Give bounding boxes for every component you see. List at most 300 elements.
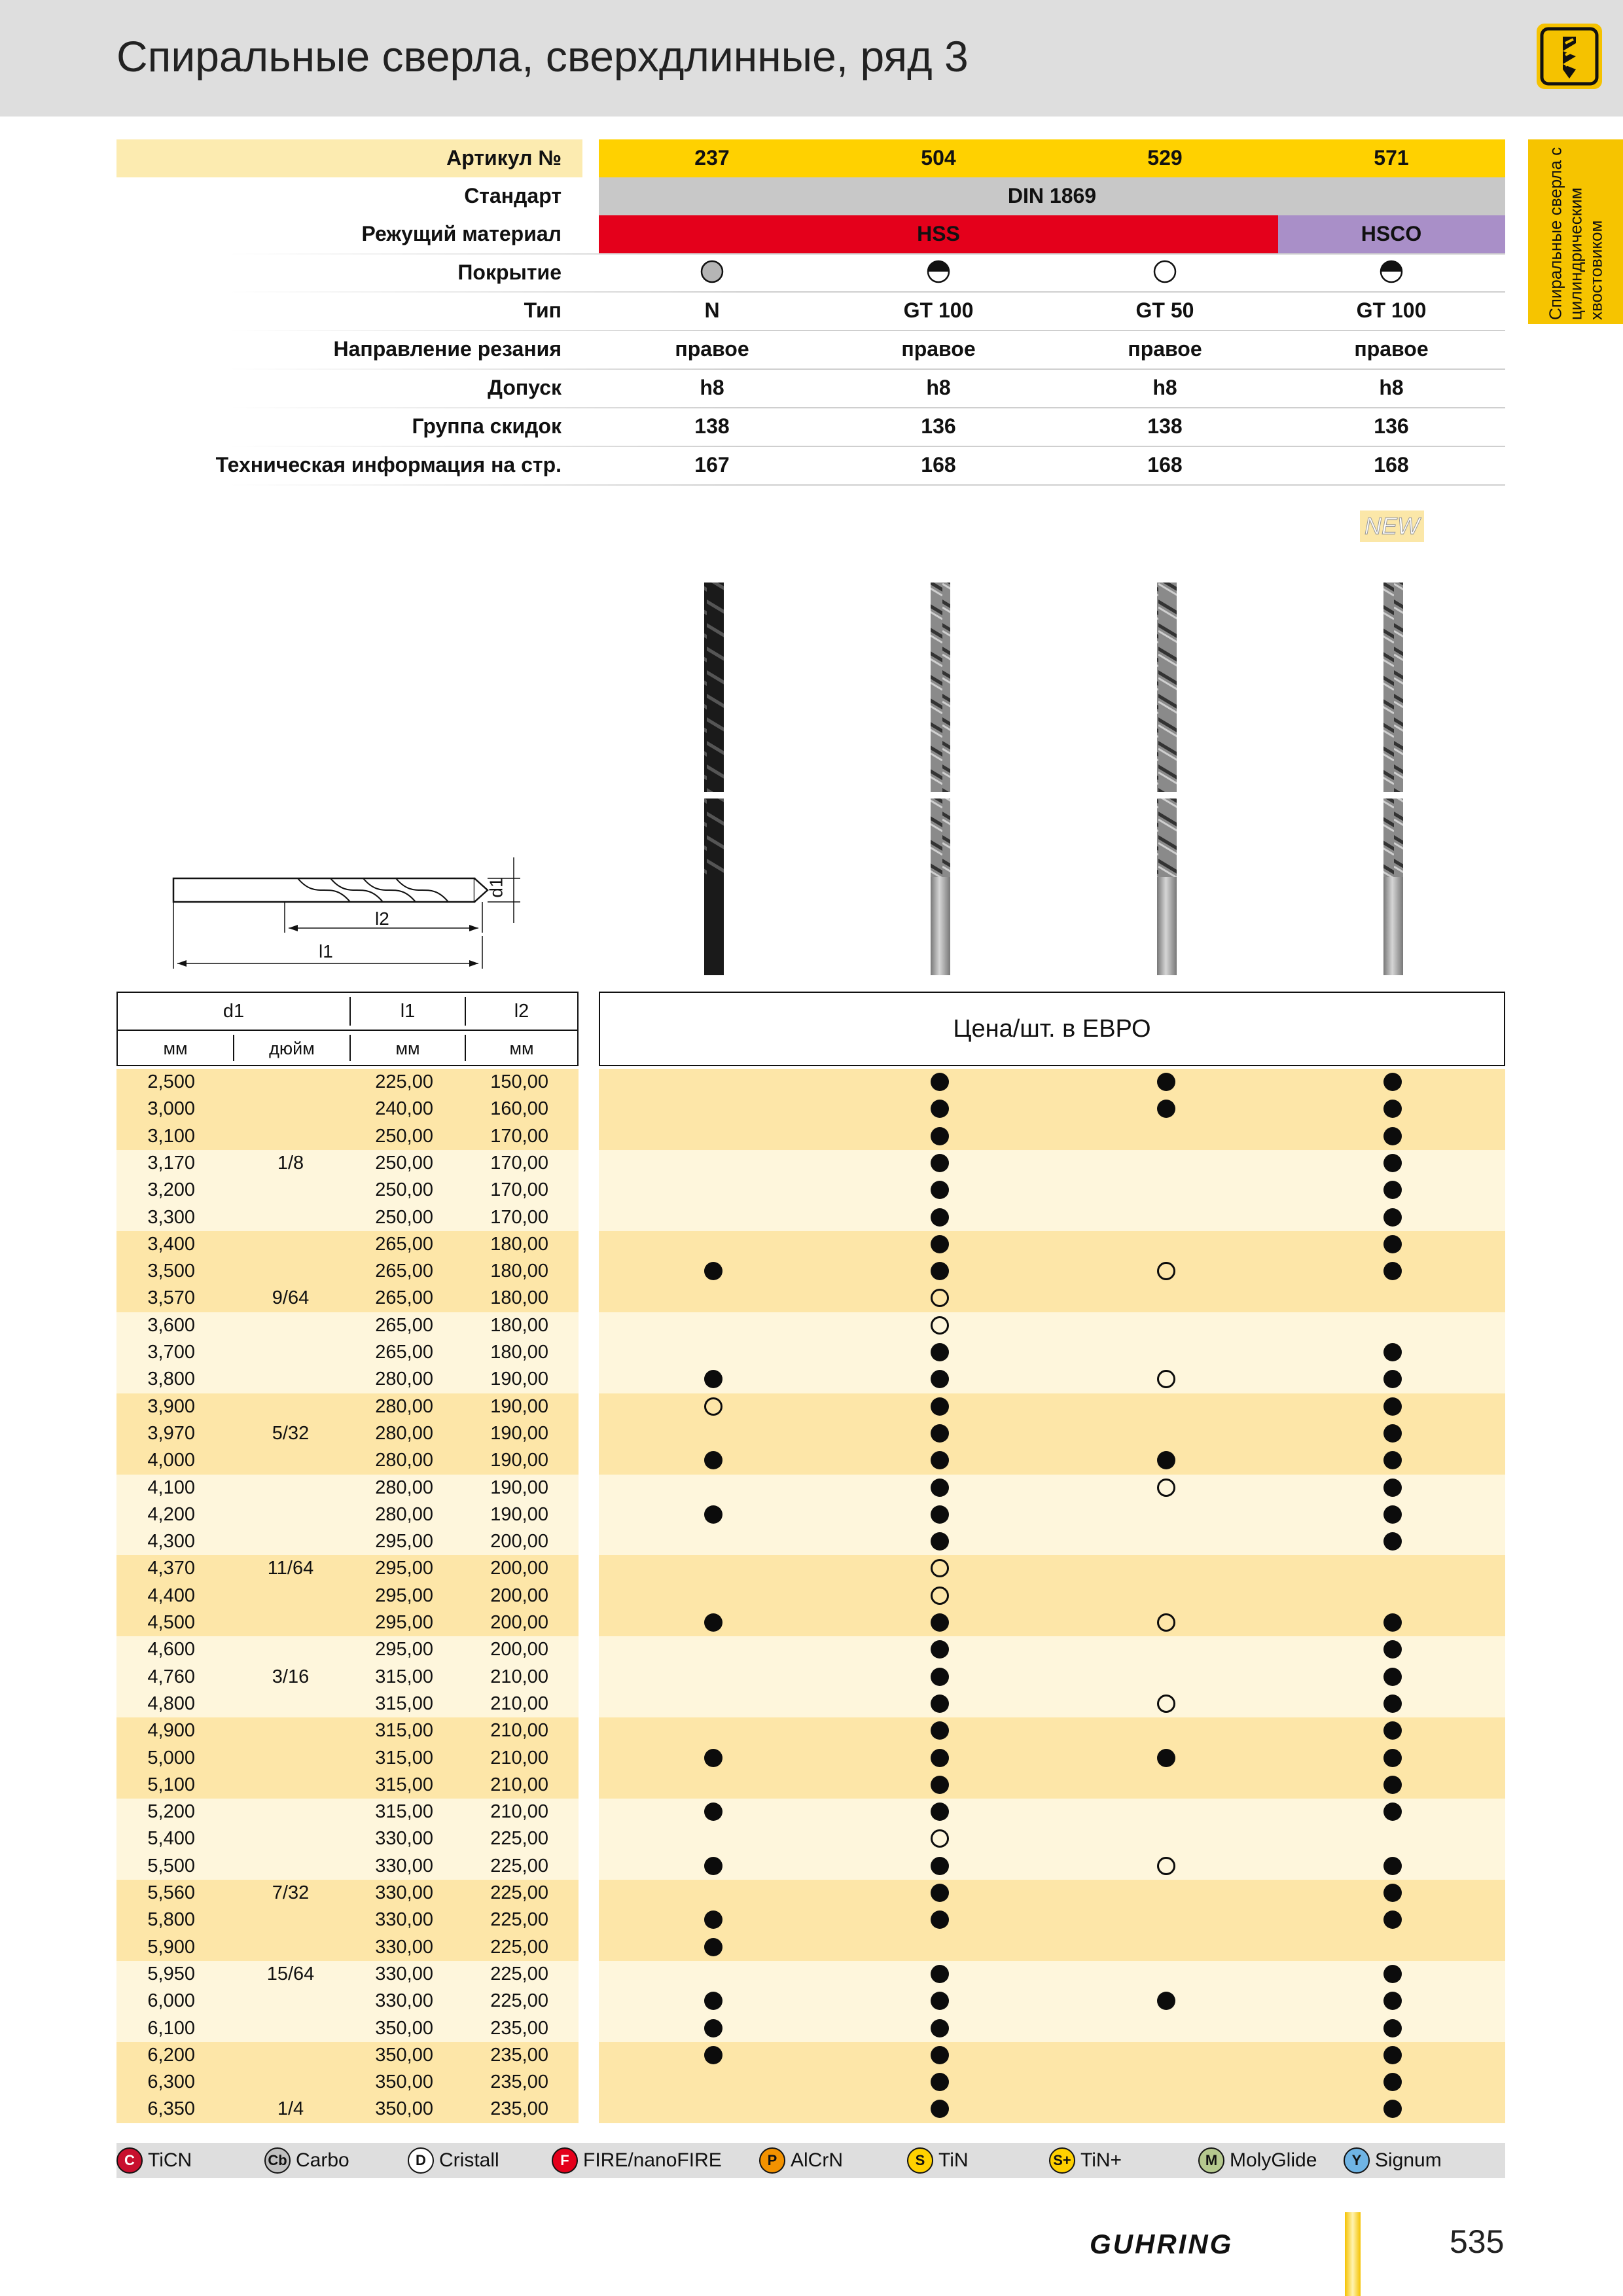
available-dot-icon bbox=[931, 1884, 949, 1902]
tolerance-value: h8 bbox=[1379, 376, 1404, 399]
legend-label: Signum bbox=[1375, 2149, 1442, 2171]
l1-cell: 250,00 bbox=[375, 1152, 433, 1174]
coating-grey-icon bbox=[700, 259, 724, 284]
coating-badge-icon: P bbox=[759, 2147, 785, 2174]
d1-cell: 6,200 bbox=[147, 2044, 195, 2066]
on-request-dot-icon bbox=[1157, 1262, 1175, 1280]
spec-row-line bbox=[229, 330, 1505, 331]
spec-row-line bbox=[229, 407, 1505, 408]
d1-cell: 3,100 bbox=[147, 1125, 195, 1147]
techinfo-link[interactable]: 168 bbox=[1374, 453, 1409, 476]
direction-value: правое bbox=[675, 337, 749, 361]
table-row bbox=[116, 1475, 1505, 1502]
l2-cell: 200,00 bbox=[490, 1639, 548, 1660]
available-dot-icon bbox=[931, 2019, 949, 2037]
d1-cell: 4,100 bbox=[147, 1477, 195, 1498]
available-dot-icon bbox=[704, 1749, 722, 1767]
available-dot-icon bbox=[704, 1613, 722, 1632]
table-row bbox=[116, 1853, 1505, 1880]
l1-cell: 350,00 bbox=[375, 2072, 433, 2093]
on-request-dot-icon bbox=[1157, 1695, 1175, 1713]
techinfo-link[interactable]: 168 bbox=[921, 453, 956, 476]
l2-cell: 210,00 bbox=[490, 1747, 548, 1768]
available-dot-icon bbox=[931, 1776, 949, 1794]
available-dot-icon bbox=[931, 1721, 949, 1740]
l2-cell: 180,00 bbox=[490, 1261, 548, 1282]
l1-cell: 350,00 bbox=[375, 2017, 433, 2039]
coating-legend bbox=[116, 2143, 1505, 2178]
available-dot-icon bbox=[1383, 1992, 1402, 2010]
page-number: 535 bbox=[1450, 2223, 1505, 2260]
available-dot-icon bbox=[1383, 1613, 1402, 1632]
available-dot-icon bbox=[704, 1857, 722, 1875]
d1-cell: 5,900 bbox=[147, 1936, 195, 1958]
l2-cell: 170,00 bbox=[490, 1125, 548, 1147]
l1-cell: 315,00 bbox=[375, 1720, 433, 1742]
tolerance-value: h8 bbox=[700, 376, 724, 399]
l2-cell: 210,00 bbox=[490, 1666, 548, 1687]
table-row bbox=[116, 1258, 1505, 1285]
l1-cell: 350,00 bbox=[375, 2098, 433, 2120]
available-dot-icon bbox=[1383, 1154, 1402, 1172]
d1-cell: 2,500 bbox=[147, 1071, 195, 1092]
mm-header: мм bbox=[509, 1039, 534, 1058]
available-dot-icon bbox=[704, 2046, 722, 2064]
available-dot-icon bbox=[1383, 1505, 1402, 1524]
available-dot-icon bbox=[931, 1127, 949, 1145]
table-row bbox=[116, 1177, 1505, 1204]
discount-value: 136 bbox=[921, 414, 956, 438]
available-dot-icon bbox=[1383, 1073, 1402, 1091]
l1-cell: 250,00 bbox=[375, 1125, 433, 1147]
l1-cell: 265,00 bbox=[375, 1314, 433, 1336]
legend-label: TiN bbox=[938, 2149, 969, 2171]
l1-cell: 265,00 bbox=[375, 1342, 433, 1363]
available-dot-icon bbox=[931, 1235, 949, 1253]
l2-cell: 190,00 bbox=[490, 1477, 548, 1498]
drill-images bbox=[589, 576, 1505, 982]
l1-cell: 330,00 bbox=[375, 1882, 433, 1903]
legend-label: TiCN bbox=[148, 2149, 192, 2171]
l1-cell: 315,00 bbox=[375, 1801, 433, 1823]
discount-label: Группа скидок bbox=[412, 414, 562, 438]
d1-cell: 5,400 bbox=[147, 1828, 195, 1850]
table-row bbox=[116, 2096, 1505, 2123]
price-header bbox=[599, 992, 1505, 1066]
l1-cell: 315,00 bbox=[375, 1774, 433, 1795]
table-row bbox=[116, 1528, 1505, 1556]
table-row bbox=[116, 1447, 1505, 1475]
direction-value: правое bbox=[1128, 337, 1202, 361]
table-row bbox=[116, 1799, 1505, 1826]
table-row bbox=[116, 1231, 1505, 1259]
table-row bbox=[116, 1366, 1505, 1393]
available-dot-icon bbox=[1383, 1127, 1402, 1145]
l1-cell: 280,00 bbox=[375, 1369, 433, 1390]
l1-cell: 280,00 bbox=[375, 1477, 433, 1498]
d1-cell: 4,300 bbox=[147, 1531, 195, 1552]
tolerance-value: h8 bbox=[1152, 376, 1177, 399]
coating-badge-icon: F bbox=[552, 2147, 578, 2174]
d1-cell: 5,000 bbox=[147, 1747, 195, 1768]
l2-cell: 225,00 bbox=[490, 1990, 548, 2012]
spec-separator bbox=[582, 139, 599, 253]
l2-cell: 160,00 bbox=[490, 1098, 548, 1120]
l2-cell: 235,00 bbox=[490, 2017, 548, 2039]
l1-cell: 265,00 bbox=[375, 1233, 433, 1255]
l2-cell: 225,00 bbox=[490, 1828, 548, 1850]
d1-cell: 3,400 bbox=[147, 1233, 195, 1255]
l2-cell: 225,00 bbox=[490, 1936, 548, 1958]
available-dot-icon bbox=[1383, 1884, 1402, 1902]
legend-item bbox=[1198, 2143, 1317, 2178]
l2-cell: 180,00 bbox=[490, 1342, 548, 1363]
l2-cell: 225,00 bbox=[490, 1855, 548, 1876]
l1-cell: 295,00 bbox=[375, 1639, 433, 1660]
drill-image-529 bbox=[1157, 583, 1177, 975]
available-dot-icon bbox=[1157, 1749, 1175, 1767]
l1-cell: 330,00 bbox=[375, 1909, 433, 1931]
type-value: N bbox=[704, 298, 720, 322]
l1-cell: 280,00 bbox=[375, 1450, 433, 1471]
legend-label: Cristall bbox=[439, 2149, 499, 2171]
available-dot-icon bbox=[1383, 1668, 1402, 1686]
d1-cell: 5,100 bbox=[147, 1774, 195, 1795]
d1-cell: 6,350 bbox=[147, 2098, 195, 2120]
legend-item bbox=[1049, 2143, 1122, 2178]
l2-cell: 180,00 bbox=[490, 1314, 548, 1336]
available-dot-icon bbox=[931, 1073, 949, 1091]
d1-header: d1 bbox=[223, 1001, 245, 1022]
drill-logo-icon bbox=[1537, 24, 1602, 89]
techinfo-link[interactable]: 168 bbox=[1147, 453, 1183, 476]
d1-cell: 4,000 bbox=[147, 1450, 195, 1471]
d1-cell: 6,100 bbox=[147, 2017, 195, 2039]
d1-cell: 6,300 bbox=[147, 2072, 195, 2093]
table-row bbox=[116, 1285, 1505, 1312]
inch-cell: 1/8 bbox=[277, 1152, 304, 1174]
available-dot-icon bbox=[931, 1668, 949, 1686]
available-dot-icon bbox=[1383, 2019, 1402, 2037]
d1-cell: 5,800 bbox=[147, 1909, 195, 1931]
coating-badge-icon: S+ bbox=[1049, 2147, 1075, 2174]
table-row bbox=[116, 1204, 1505, 1232]
l2-cell: 210,00 bbox=[490, 1720, 548, 1742]
available-dot-icon bbox=[931, 2073, 949, 2091]
table-row bbox=[116, 1880, 1505, 1907]
available-dot-icon bbox=[1383, 1803, 1402, 1821]
d1-dim-label: d1 bbox=[486, 877, 507, 898]
legend-item bbox=[907, 2143, 969, 2178]
d1-cell: 4,400 bbox=[147, 1585, 195, 1606]
l2-cell: 235,00 bbox=[490, 2044, 548, 2066]
side-tab[interactable] bbox=[1528, 139, 1623, 324]
price-header-label: Цена/шт. в ЕВРО bbox=[953, 1014, 1151, 1043]
available-dot-icon bbox=[931, 1695, 949, 1713]
legend-label: AlCrN bbox=[791, 2149, 843, 2171]
available-dot-icon bbox=[931, 1965, 949, 1983]
l2-cell: 170,00 bbox=[490, 1179, 548, 1201]
l2-cell: 235,00 bbox=[490, 2098, 548, 2120]
standard-label: Стандарт bbox=[464, 184, 562, 207]
available-dot-icon bbox=[931, 1397, 949, 1416]
coating-half-icon bbox=[1379, 259, 1404, 284]
page-title: Спиральные сверла, сверхдлинные, ряд 3 bbox=[116, 32, 969, 81]
available-dot-icon bbox=[1383, 1479, 1402, 1497]
on-request-dot-icon bbox=[1157, 1613, 1175, 1632]
available-dot-icon bbox=[931, 2046, 949, 2064]
spec-row-line bbox=[229, 291, 1505, 293]
d1-cell: 3,700 bbox=[147, 1342, 195, 1363]
dim-table-header bbox=[116, 992, 579, 1066]
spec-row-line bbox=[229, 368, 1505, 370]
inch-cell: 1/4 bbox=[277, 2098, 304, 2120]
side-tab-label: Спиральные сверла с цилиндрическим хвостовиком bbox=[1545, 147, 1605, 320]
available-dot-icon bbox=[1157, 1992, 1175, 2010]
table-row bbox=[116, 1123, 1505, 1151]
coating-badge-icon: Cb bbox=[264, 2147, 291, 2174]
coating-badge-icon: C bbox=[116, 2147, 143, 2174]
standard-value: DIN 1869 bbox=[1007, 184, 1097, 207]
coating-label: Покрытие bbox=[457, 260, 562, 284]
available-dot-icon bbox=[704, 1992, 722, 2010]
mm-header: мм bbox=[395, 1039, 420, 1058]
drill-image-504 bbox=[931, 583, 950, 975]
d1-cell: 4,800 bbox=[147, 1693, 195, 1714]
l2-cell: 200,00 bbox=[490, 1585, 548, 1606]
l2-cell: 190,00 bbox=[490, 1422, 548, 1444]
available-dot-icon bbox=[1157, 1073, 1175, 1091]
table-row bbox=[116, 1501, 1505, 1529]
table-row bbox=[116, 1961, 1505, 1988]
available-dot-icon bbox=[931, 1451, 949, 1469]
l2-cell: 190,00 bbox=[490, 1395, 548, 1417]
d1-cell: 3,970 bbox=[147, 1422, 195, 1444]
coating-badge-icon: D bbox=[408, 2147, 434, 2174]
available-dot-icon bbox=[1383, 1397, 1402, 1416]
tolerance-value: h8 bbox=[926, 376, 951, 399]
table-row bbox=[116, 1609, 1505, 1637]
article-number: 504 bbox=[921, 146, 956, 170]
legend-item bbox=[264, 2143, 349, 2178]
techinfo-link[interactable]: 167 bbox=[694, 453, 730, 476]
table-row bbox=[116, 2042, 1505, 2070]
d1-cell: 4,760 bbox=[147, 1666, 195, 1687]
table-row bbox=[116, 1420, 1505, 1448]
material-hss: HSS bbox=[917, 222, 960, 245]
l1-cell: 330,00 bbox=[375, 1828, 433, 1850]
l2-cell: 235,00 bbox=[490, 2072, 548, 2093]
d1-cell: 5,500 bbox=[147, 1855, 195, 1876]
inch-cell: 7/32 bbox=[272, 1882, 310, 1903]
direction-value: правое bbox=[1354, 337, 1429, 361]
d1-cell: 3,570 bbox=[147, 1287, 195, 1309]
drill-dimension-diagram bbox=[167, 851, 533, 975]
on-request-dot-icon bbox=[931, 1587, 949, 1605]
inch-cell: 11/64 bbox=[267, 1558, 314, 1579]
l1-cell: 315,00 bbox=[375, 1666, 433, 1687]
legend-item bbox=[1344, 2143, 1442, 2178]
available-dot-icon bbox=[931, 1181, 949, 1199]
footer-accent-bar bbox=[1345, 2212, 1361, 2296]
table-row bbox=[116, 2015, 1505, 2043]
available-dot-icon bbox=[1383, 1749, 1402, 1767]
available-dot-icon bbox=[704, 1505, 722, 1524]
discount-value: 136 bbox=[1374, 414, 1409, 438]
table-row bbox=[116, 1717, 1505, 1745]
l1-cell: 330,00 bbox=[375, 1963, 433, 1984]
l2-cell: 190,00 bbox=[490, 1450, 548, 1471]
drill-image-571 bbox=[1383, 583, 1403, 975]
l2-header: l2 bbox=[514, 1001, 529, 1022]
drill-image-237 bbox=[704, 583, 724, 975]
l2-cell: 210,00 bbox=[490, 1801, 548, 1823]
l1-cell: 240,00 bbox=[375, 1098, 433, 1120]
available-dot-icon bbox=[931, 1613, 949, 1632]
d1-cell: 3,500 bbox=[147, 1261, 195, 1282]
coating-half-icon bbox=[926, 259, 951, 284]
l1-cell: 315,00 bbox=[375, 1747, 433, 1768]
available-dot-icon bbox=[1383, 1181, 1402, 1199]
available-dot-icon bbox=[1383, 1776, 1402, 1794]
tolerance-label: Допуск bbox=[488, 376, 562, 399]
table-row bbox=[116, 1664, 1505, 1691]
available-dot-icon bbox=[931, 1343, 949, 1361]
table-row bbox=[116, 1393, 1505, 1421]
spec-row-line bbox=[229, 446, 1505, 447]
l1-cell: 295,00 bbox=[375, 1531, 433, 1552]
l2-cell: 200,00 bbox=[490, 1531, 548, 1552]
material-label: Режущий материал bbox=[361, 222, 562, 245]
available-dot-icon bbox=[931, 1857, 949, 1875]
legend-item bbox=[552, 2143, 722, 2178]
article-label: Артикул № bbox=[446, 146, 562, 170]
on-request-dot-icon bbox=[704, 1397, 722, 1416]
l1-cell: 250,00 bbox=[375, 1179, 433, 1201]
l1-cell: 225,00 bbox=[375, 1071, 433, 1092]
legend-label: FIRE/nanoFIRE bbox=[583, 2149, 722, 2171]
d1-cell: 4,370 bbox=[147, 1558, 195, 1579]
table-row bbox=[116, 1583, 1505, 1610]
table-row bbox=[116, 1555, 1505, 1583]
available-dot-icon bbox=[1383, 1451, 1402, 1469]
l2-cell: 210,00 bbox=[490, 1693, 548, 1714]
l2-dim-label: l2 bbox=[375, 908, 389, 929]
l1-cell: 280,00 bbox=[375, 1395, 433, 1417]
available-dot-icon bbox=[704, 1451, 722, 1469]
available-dot-icon bbox=[1383, 1532, 1402, 1551]
table-row bbox=[116, 1691, 1505, 1718]
l1-cell: 295,00 bbox=[375, 1585, 433, 1606]
d1-cell: 4,600 bbox=[147, 1639, 195, 1660]
on-request-dot-icon bbox=[931, 1316, 949, 1335]
table-row bbox=[116, 1096, 1505, 1123]
l2-cell: 170,00 bbox=[490, 1206, 548, 1228]
available-dot-icon bbox=[1383, 1695, 1402, 1713]
inch-header: дюйм bbox=[269, 1039, 315, 1058]
l2-cell: 150,00 bbox=[490, 1071, 548, 1092]
l1-cell: 330,00 bbox=[375, 1936, 433, 1958]
available-dot-icon bbox=[1383, 1424, 1402, 1443]
available-dot-icon bbox=[931, 1208, 949, 1227]
discount-value: 138 bbox=[1147, 414, 1183, 438]
d1-cell: 3,600 bbox=[147, 1314, 195, 1336]
available-dot-icon bbox=[704, 1938, 722, 1956]
on-request-dot-icon bbox=[1157, 1479, 1175, 1497]
l2-cell: 200,00 bbox=[490, 1612, 548, 1633]
legend-label: TiN+ bbox=[1080, 2149, 1122, 2171]
inch-cell: 15/64 bbox=[266, 1963, 315, 1984]
spec-row-line bbox=[229, 253, 1505, 255]
available-dot-icon bbox=[1383, 1262, 1402, 1280]
d1-cell: 3,200 bbox=[147, 1179, 195, 1201]
coating-badge-icon: S bbox=[907, 2147, 933, 2174]
type-value: GT 100 bbox=[1356, 298, 1427, 322]
table-row bbox=[116, 1312, 1505, 1340]
l1-cell: 330,00 bbox=[375, 1990, 433, 2012]
l2-cell: 190,00 bbox=[490, 1369, 548, 1390]
direction-label: Направление резания bbox=[333, 337, 562, 361]
available-dot-icon bbox=[931, 1532, 949, 1551]
d1-cell: 3,300 bbox=[147, 1206, 195, 1228]
type-value: GT 50 bbox=[1135, 298, 1194, 322]
on-request-dot-icon bbox=[1157, 1857, 1175, 1875]
available-dot-icon bbox=[931, 1424, 949, 1443]
d1-cell: 5,200 bbox=[147, 1801, 195, 1823]
l2-cell: 190,00 bbox=[490, 1503, 548, 1525]
new-badge: NEW bbox=[1360, 511, 1424, 542]
l2-cell: 225,00 bbox=[490, 1963, 548, 1984]
l2-cell: 170,00 bbox=[490, 1152, 548, 1174]
material-hsco: HSCO bbox=[1361, 222, 1422, 245]
available-dot-icon bbox=[1383, 1857, 1402, 1875]
available-dot-icon bbox=[931, 1803, 949, 1821]
available-dot-icon bbox=[1383, 1208, 1402, 1227]
legend-label: MolyGlide bbox=[1230, 2149, 1317, 2171]
mm-header: мм bbox=[163, 1039, 188, 1058]
table-row bbox=[116, 1988, 1505, 2015]
legend-item bbox=[759, 2143, 843, 2178]
l1-cell: 295,00 bbox=[375, 1612, 433, 1633]
d1-cell: 3,800 bbox=[147, 1369, 195, 1390]
available-dot-icon bbox=[931, 1505, 949, 1524]
table-row bbox=[116, 1069, 1505, 1096]
table-row bbox=[116, 1934, 1505, 1962]
d1-cell: 6,000 bbox=[147, 1990, 195, 2012]
l2-cell: 200,00 bbox=[490, 1558, 548, 1579]
l2-cell: 210,00 bbox=[490, 1774, 548, 1795]
available-dot-icon bbox=[1383, 1343, 1402, 1361]
legend-item bbox=[116, 2143, 192, 2178]
available-dot-icon bbox=[704, 1803, 722, 1821]
spec-row-line bbox=[229, 484, 1505, 486]
coating-badge-icon: M bbox=[1198, 2147, 1224, 2174]
article-number: 237 bbox=[694, 146, 730, 170]
d1-cell: 3,170 bbox=[147, 1152, 195, 1174]
table-row bbox=[116, 1636, 1505, 1664]
l2-cell: 225,00 bbox=[490, 1909, 548, 1931]
direction-value: правое bbox=[901, 337, 976, 361]
coating-badge-icon: Y bbox=[1344, 2147, 1370, 2174]
available-dot-icon bbox=[1157, 1451, 1175, 1469]
d1-cell: 4,500 bbox=[147, 1612, 195, 1633]
available-dot-icon bbox=[1383, 2046, 1402, 2064]
l2-cell: 180,00 bbox=[490, 1287, 548, 1309]
l1-cell: 295,00 bbox=[375, 1558, 433, 1579]
brand-logo: GUHRING bbox=[1090, 2229, 1234, 2259]
inch-cell: 5/32 bbox=[272, 1422, 310, 1444]
table-row bbox=[116, 1150, 1505, 1177]
